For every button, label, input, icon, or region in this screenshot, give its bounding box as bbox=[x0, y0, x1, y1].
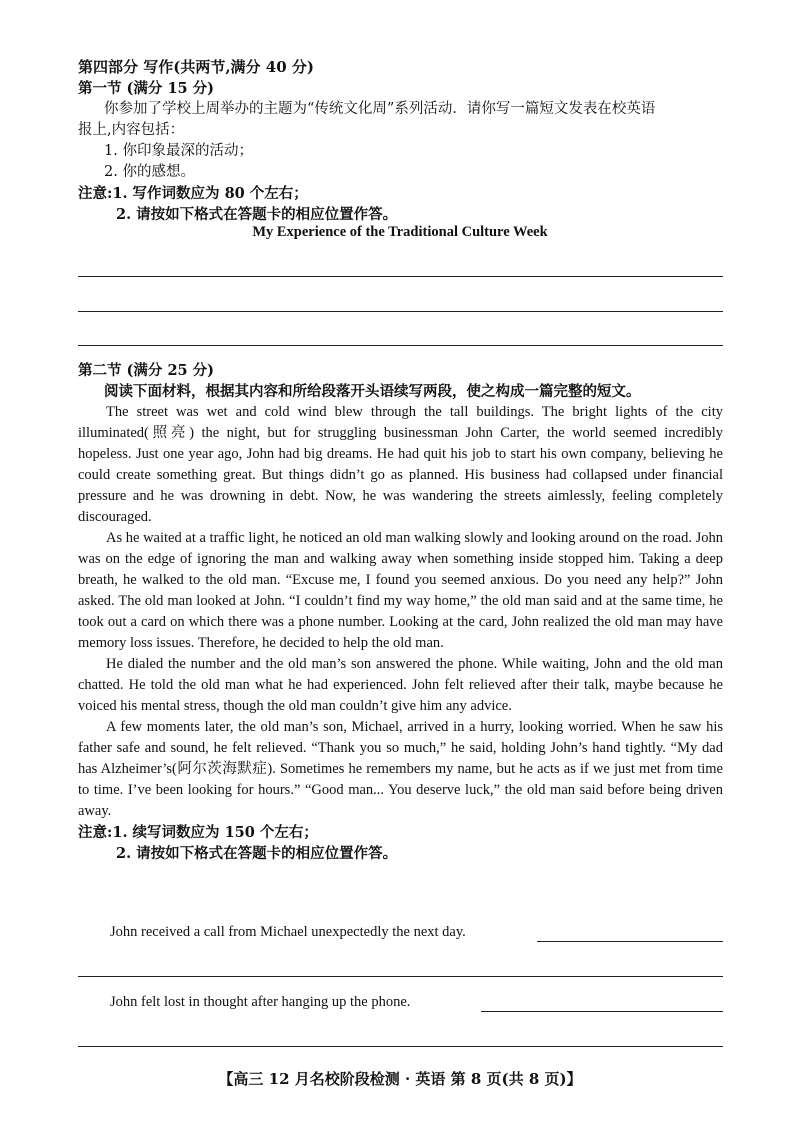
answer-line bbox=[78, 311, 723, 312]
passage-paragraph: As he waited at a traffic light, he noticed an old man walking slowly and looking around on the road. John was on the edge of ignoring the man and walking away when something inside stopped him. Taking a deep breath, he walked to the old man. “Excuse me, I found you seemed anxious. Do you need any help?” John asked. The old man looked at John. “I couldn’t find my way home,” the old man said and at the same time, he took out a card on which there was a phone number. Looking at the card, John realized the old man may have memory loss issues. Therefore, he decided to help the old man. bbox=[78, 530, 723, 651]
part-heading: 第四部分 写作(共两节,满分 40 分) bbox=[78, 58, 314, 76]
section1-note1: 注意:1. 写作词数应为 80 个左右； bbox=[78, 185, 308, 202]
starter-sentence-1: John received a call from Michael unexpectedly the next day. bbox=[110, 924, 466, 940]
passage-paragraph: He dialed the number and the old man’s son answered the phone. While waiting, John and the old man chatted. He told the old man what he had experienced. John felt relieved after their talk, maybe because he voiced his mental stress, though the old man couldn’t give him any advice. bbox=[78, 656, 723, 714]
section2-note1: 注意:1. 续写词数应为 150 个左右； bbox=[78, 824, 318, 841]
section2 bbox=[78, 360, 723, 864]
section1-heading: 第一节 (满分 15 分) bbox=[78, 80, 215, 97]
answer-line bbox=[78, 276, 723, 277]
section1-task-line1: 你参加了学校上周举办的主题为“传统文化周”系列活动．请你写一篇短文发表在校英语 bbox=[104, 101, 656, 117]
answer-line bbox=[78, 345, 723, 346]
answer-line bbox=[78, 1046, 723, 1047]
page-footer: 【高三 12 月名校阶段检测 · 英语 第 8 页(共 8 页)】 bbox=[218, 1070, 582, 1088]
section1-task-line2: 报上,内容包括： bbox=[78, 122, 185, 138]
section1-point2: 2. 你的感想。 bbox=[104, 164, 195, 180]
starter-sentence-2: John felt lost in thought after hanging up the phone. bbox=[110, 994, 411, 1010]
passage-paragraph: The street was wet and cold wind blew through the tall buildings. The bright lights of the city illuminated(照亮) the night, but for struggling businessman John Carter, the world seemed incredibly hopeless. Just one year ago, John had big dreams. He had quit his job to start his own company, believing he could create something great. But things didn’t go as planned. His business had collapsed under financial pressure and he was drowning in debt. Now, he was wandering the streets aimlessly, feeling completely discouraged. bbox=[78, 404, 723, 525]
starter-blank bbox=[481, 1011, 723, 1012]
passage bbox=[78, 402, 723, 822]
section2-instruction: 阅读下面材料，根据其内容和所给段落开头语续写两段，使之构成一篇完整的短文。 bbox=[104, 383, 641, 400]
passage-paragraph: A few moments later, the old man’s son, Michael, arrived in a hurry, looking worried. When he saw his father safe and sound, he felt relieved. “Thank you so much,” he said, holding John’s hand tightly. “My dad has Alzheimer’s(阿尔茨海默症). Sometimes he remembers my name, but he acts as if we just met from time to time. I’ve been looking for hours.” “Good man... You deserve luck,” the old man said before being driven away. bbox=[78, 719, 723, 819]
section2-note2: 2. 请按如下格式在答题卡的相应位置作答。 bbox=[116, 845, 398, 862]
section1 bbox=[78, 78, 723, 225]
section2-heading: 第二节 (满分 25 分) bbox=[78, 362, 215, 379]
starter-blank bbox=[537, 941, 723, 942]
answer-line bbox=[78, 976, 723, 977]
section1-point1: 1. 你印象最深的活动； bbox=[104, 143, 253, 159]
essay-title: My Experience of the Traditional Culture Week bbox=[252, 224, 548, 240]
section1-note2: 2. 请按如下格式在答题卡的相应位置作答。 bbox=[116, 206, 398, 223]
